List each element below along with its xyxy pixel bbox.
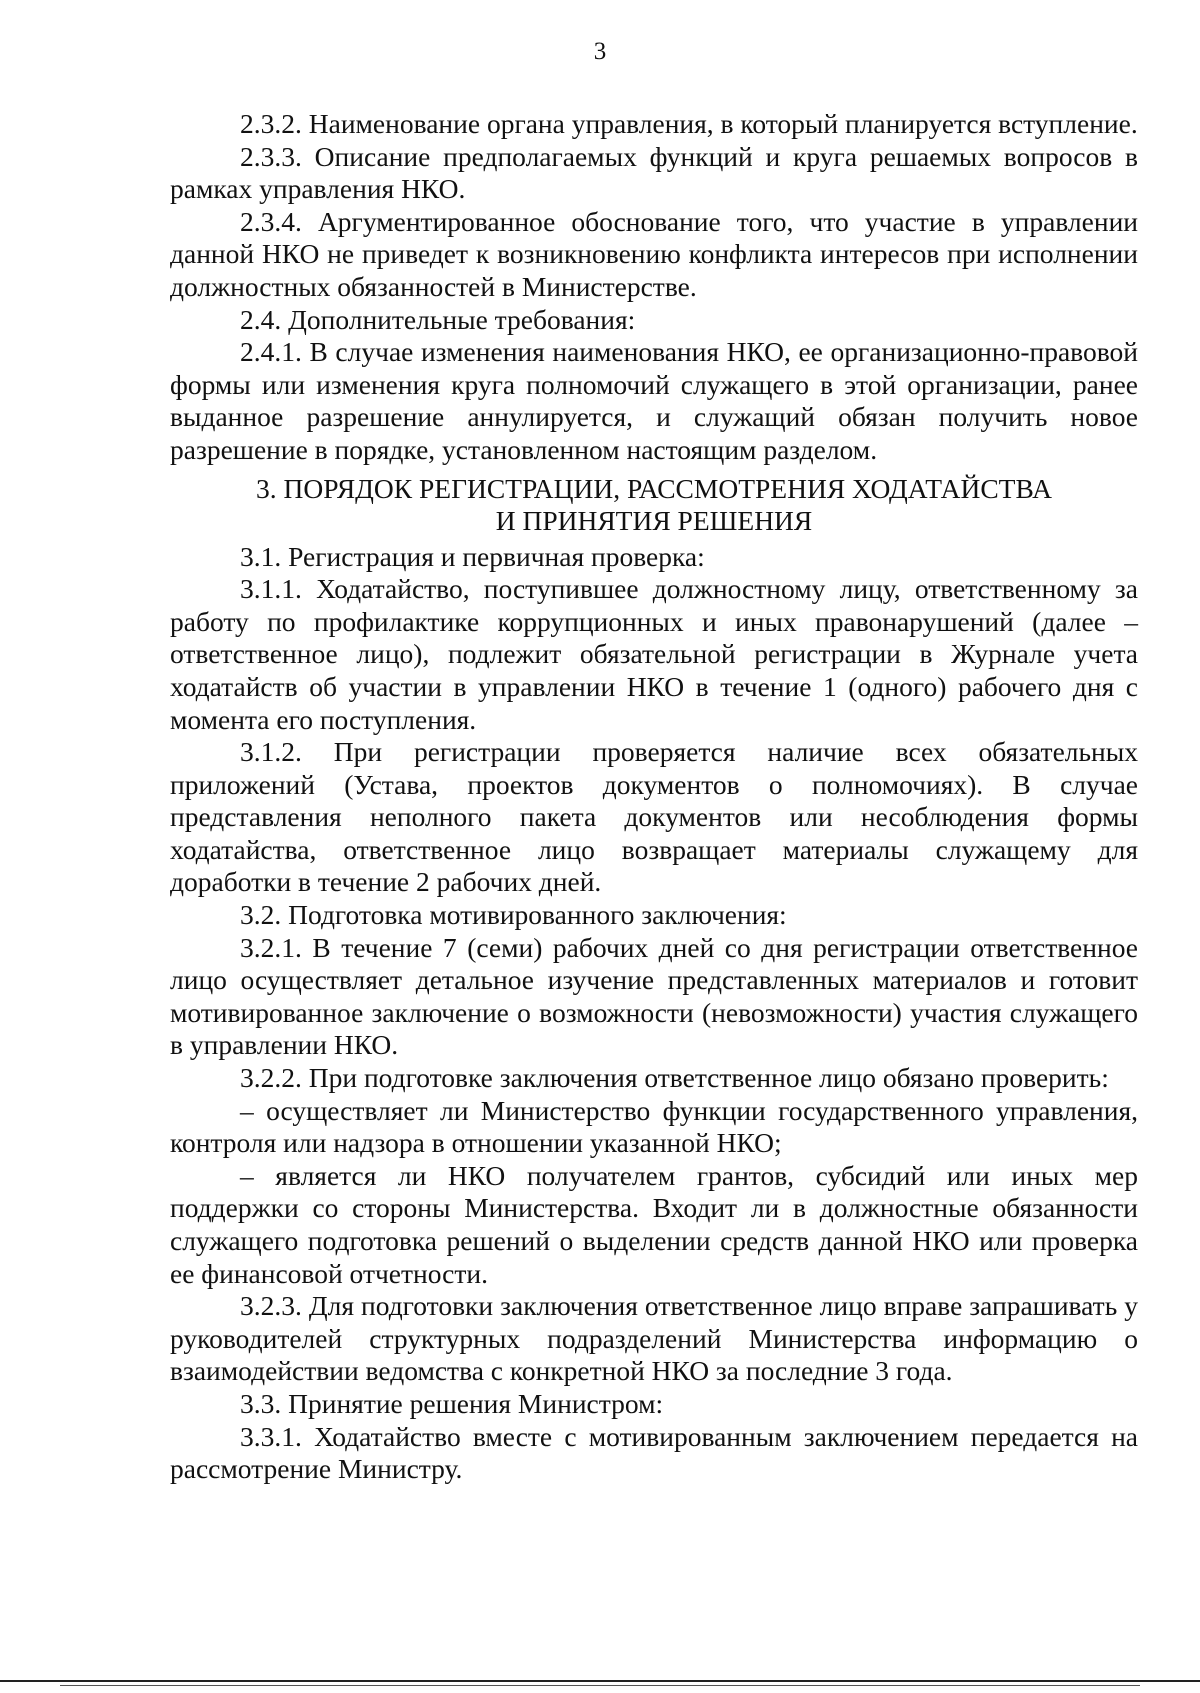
document-body xyxy=(170,108,1138,1486)
paragraph-3-2-1: 3.2.1. В течение 7 (семи) рабочих дней со дня регистрации ответственное лицо осуществляет детальное изучение представленных материалов и готовит мотивированное заключение о возможности (невозможности) участия служащего в управлении НКО. xyxy=(170,931,1138,1061)
paragraph-2-4-1: 2.4.1. В случае изменения наименования НКО, ее организационно-правовой формы или изменения круга полномочий служащего в этой организации, ранее выданное разрешение аннулируется, и служащий обязан получить новое разрешение в порядке, установленном настоящим разделом. xyxy=(170,336,1138,465)
paragraph-3-3: 3.3. Принятие решения Министром: xyxy=(240,1387,664,1419)
page-number: 3 xyxy=(593,38,607,65)
paragraph-3-1-1: 3.1.1. Ходатайство, поступившее должностному лицу, ответственному за работу по профилактике коррупционных и иных правонарушений (далее – ответственное лицо), подлежит обязательной регистрации в Журнале учета ходатайств об участии в управлении НКО в течение 1 (одного) рабочего дня с момента его поступления. xyxy=(170,573,1138,735)
paragraph-3-3-1: 3.3.1. Ходатайство вместе с мотивированным заключением передается на рассмотрение Министру. xyxy=(170,1420,1138,1485)
section-heading-line-2: И ПРИНЯТИЯ РЕШЕНИЯ xyxy=(495,504,813,536)
paragraph-3-2-2: 3.2.2. При подготовке заключения ответственное лицо обязано проверить: xyxy=(240,1062,1109,1094)
paragraph-3-2: 3.2. Подготовка мотивированного заключения: xyxy=(240,899,787,931)
paragraph-3-2-3: 3.2.3. Для подготовки заключения ответственное лицо вправе запрашивать у руководителей структурных подразделений Министерства информацию о взаимодействии ведомства с конкретной НКО за последние 3 года. xyxy=(170,1290,1138,1387)
paragraph-2-4: 2.4. Дополнительные требования: xyxy=(240,303,636,335)
paragraph-3-1-2: 3.1.2. При регистрации проверяется наличие всех обязательных приложений (Устава, проектов документов о полномочиях). В случае представления неполного пакета документов или несоблюдения формы ходатайства, ответственное лицо возвращает материалы служащему для доработки в течение 2 рабочих дней. xyxy=(170,736,1138,898)
section-heading-line-1: 3. ПОРЯДОК РЕГИСТРАЦИИ, РАССМОТРЕНИЯ ХОДАТАЙСТВА xyxy=(256,472,1052,504)
paragraph-2-3-3: 2.3.3. Описание предполагаемых функций и круга решаемых вопросов в рамках управления НКО. xyxy=(170,140,1138,205)
footer-divider xyxy=(0,1680,1200,1682)
paragraph-3-1: 3.1. Регистрация и первичная проверка: xyxy=(240,540,705,572)
section-heading xyxy=(170,473,1138,537)
list-item-control: – осуществляет ли Министерство функции государственного управления, контроля или надзора в отношении указанной НКО; xyxy=(170,1094,1138,1159)
paragraph-2-3-2: 2.3.2. Наименование органа управления, в который планируется вступление. xyxy=(240,108,1138,139)
list-item-grants: – является ли НКО получателем грантов, субсидий или иных мер поддержки со стороны Министерства. Входит ли в должностные обязанности служащего подготовка решений о выделении средств данной НКО или проверка ее финансовой отчетности. xyxy=(170,1159,1138,1289)
paragraph-2-3-4: 2.3.4. Аргументированное обоснование того, что участие в управлении данной НКО не приведет к возникновению конфликта интересов при исполнении должностных обязанностей в Министерстве. xyxy=(170,205,1138,302)
